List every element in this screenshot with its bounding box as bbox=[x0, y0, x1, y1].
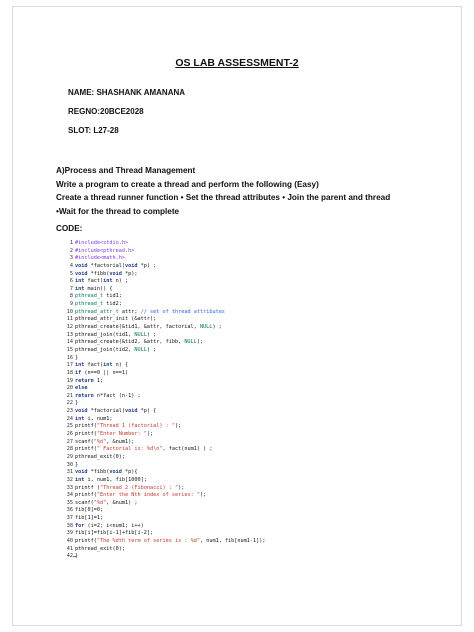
code-line bbox=[63, 324, 423, 332]
code-text: return n*fact (n-1) ; bbox=[75, 392, 141, 399]
code-line bbox=[63, 446, 423, 454]
line-number: 39 bbox=[66, 530, 73, 537]
code-text: else bbox=[75, 385, 88, 392]
code-text: printf("Enter the Nth index of series: "); bbox=[75, 492, 207, 499]
code-text: printf("Enter Number: "); bbox=[75, 431, 154, 438]
line-number: 5 bbox=[69, 270, 73, 277]
code-text: for (i=2; i<num1; i++) bbox=[75, 522, 144, 529]
code-text: pthread_attr_t attr; // set of thread attributes bbox=[75, 308, 225, 315]
line-number: 8 bbox=[69, 293, 73, 300]
code-line bbox=[63, 385, 423, 393]
code-text: int fact(int n) { bbox=[75, 362, 129, 369]
line-number: 25 bbox=[66, 423, 73, 430]
line-number: 20 bbox=[66, 385, 73, 392]
code-line bbox=[63, 355, 423, 363]
line-number: 12 bbox=[66, 324, 73, 331]
line-number: 15 bbox=[66, 346, 73, 353]
code-text: scanf("%d", &num1) ; bbox=[75, 499, 138, 506]
line-number: 17 bbox=[66, 362, 73, 369]
code-text: } bbox=[75, 400, 79, 407]
slot-info: SLOT: L27-28 bbox=[68, 126, 119, 135]
code-text: fib[i]=fib[i-1]+fib[i-2]; bbox=[75, 530, 154, 537]
line-number: 1 bbox=[69, 240, 73, 246]
line-number: 30 bbox=[66, 461, 73, 468]
code-line bbox=[63, 240, 423, 248]
code-text: } bbox=[75, 354, 79, 361]
code-line bbox=[63, 271, 423, 279]
code-line bbox=[63, 523, 423, 531]
code-line bbox=[63, 423, 423, 431]
code-line bbox=[63, 309, 423, 317]
student-name: NAME: SHASHANK AMANANA bbox=[68, 88, 186, 97]
document-page bbox=[12, 6, 462, 626]
code-line bbox=[63, 416, 423, 424]
task-section bbox=[56, 164, 451, 218]
code-line bbox=[63, 370, 423, 378]
line-number: 28 bbox=[66, 446, 73, 453]
task-line-3: •Wait for the thread to complete bbox=[56, 206, 180, 216]
line-number: 31 bbox=[66, 469, 73, 476]
code-line bbox=[63, 393, 423, 401]
line-number: 33 bbox=[66, 484, 73, 491]
code-text: pthread_t tid1; bbox=[75, 293, 122, 300]
editor-cursor bbox=[73, 556, 77, 560]
line-number: 11 bbox=[66, 316, 73, 323]
code-text: fib[0]=0; bbox=[75, 507, 104, 514]
code-line bbox=[63, 400, 423, 408]
code-line bbox=[63, 530, 423, 538]
line-number: 10 bbox=[66, 308, 73, 315]
line-number: 38 bbox=[66, 522, 73, 529]
line-number: 4 bbox=[69, 262, 73, 269]
code-text: if (n==0 || n==1) bbox=[75, 369, 129, 376]
section-heading: A)Process and Thread Management bbox=[56, 166, 196, 175]
line-number: 40 bbox=[66, 537, 73, 544]
code-line bbox=[63, 278, 423, 286]
code-line bbox=[63, 248, 423, 256]
line-number: 32 bbox=[66, 476, 73, 483]
code-line bbox=[63, 301, 423, 309]
code-text: void *fibb(void *p); bbox=[75, 270, 138, 277]
code-text: } bbox=[75, 461, 79, 468]
code-text: fib[1]=1; bbox=[75, 515, 104, 522]
line-number: 34 bbox=[66, 492, 73, 499]
code-line bbox=[63, 263, 423, 271]
line-number: 3 bbox=[69, 255, 73, 262]
code-text: printf(" Factorial is: %d\n", fact(num1) ) ; bbox=[75, 446, 213, 453]
code-text: pthread_join(tid2, NULL) ; bbox=[75, 346, 157, 353]
code-line bbox=[63, 255, 423, 263]
line-number: 24 bbox=[66, 415, 73, 422]
code-line bbox=[63, 462, 423, 470]
code-text: #include<pthread.h> bbox=[75, 247, 135, 254]
line-number: 23 bbox=[66, 408, 73, 415]
code-text: pthread_create(&tid1, &attr, factorial, NULL) ; bbox=[75, 324, 222, 331]
code-text: void *factorial(void *p) { bbox=[75, 408, 157, 415]
code-text: int main() { bbox=[75, 285, 113, 292]
code-text: pthread_exit(0); bbox=[75, 453, 125, 460]
line-number: 27 bbox=[66, 438, 73, 445]
code-line bbox=[63, 538, 423, 546]
line-number: 7 bbox=[69, 285, 73, 292]
code-line bbox=[63, 431, 423, 439]
line-number: 21 bbox=[66, 392, 73, 399]
code-line bbox=[63, 507, 423, 515]
code-text: } bbox=[75, 553, 79, 560]
line-number: 14 bbox=[66, 339, 73, 346]
code-text: int i, num1; bbox=[75, 415, 113, 422]
line-number: 41 bbox=[66, 545, 73, 552]
code-line bbox=[63, 362, 423, 370]
page-title: OS LAB ASSESSMENT-2 bbox=[175, 57, 299, 69]
code-line bbox=[63, 439, 423, 447]
code-line bbox=[63, 316, 423, 324]
code-line bbox=[63, 454, 423, 462]
line-number: 19 bbox=[66, 377, 73, 384]
code-text: int fact(int n) ; bbox=[75, 278, 129, 285]
code-text: pthread_attr_init (&attr); bbox=[75, 316, 157, 323]
code-line bbox=[63, 293, 423, 301]
code-text: #include<math.h> bbox=[75, 255, 125, 262]
code-block bbox=[63, 240, 423, 561]
code-text: #include<stdio.h> bbox=[75, 240, 129, 246]
code-text: pthread_join(tid1, NULL) ; bbox=[75, 331, 157, 338]
code-line bbox=[63, 408, 423, 416]
code-line bbox=[63, 492, 423, 500]
code-text: printf("Thread 1 (factorial) : "); bbox=[75, 423, 182, 430]
line-number: 18 bbox=[66, 369, 73, 376]
code-text: pthread_t tid2; bbox=[75, 301, 122, 308]
code-line bbox=[63, 286, 423, 294]
code-line bbox=[63, 515, 423, 523]
line-number: 26 bbox=[66, 431, 73, 438]
task-line-2: Create a thread runner function • Set the thread attributes • Join the parent and thread bbox=[56, 193, 391, 202]
code-text: pthread_exit(0); bbox=[75, 545, 125, 552]
code-line bbox=[63, 477, 423, 485]
code-line bbox=[63, 500, 423, 508]
line-number: 6 bbox=[69, 278, 73, 285]
code-text: pthread_create(&tid2, &attr, fibb, NULL); bbox=[75, 339, 204, 346]
code-line bbox=[63, 485, 423, 493]
line-number: 36 bbox=[66, 507, 73, 514]
code-line bbox=[63, 546, 423, 554]
code-text: void *factorial(void *p) ; bbox=[75, 262, 157, 269]
code-line bbox=[63, 469, 423, 477]
code-line bbox=[63, 332, 423, 340]
task-line-1: Write a program to create a thread and perform the following (Easy) bbox=[56, 179, 319, 189]
code-line bbox=[63, 378, 423, 386]
registration-number: REGNO:20BCE2028 bbox=[68, 107, 144, 116]
line-number: 22 bbox=[66, 400, 73, 407]
code-text: return 1; bbox=[75, 377, 104, 384]
code-text: void *fibb(void *p){ bbox=[75, 469, 138, 476]
code-text: printf("The %dth term of series is : %d", num1, fib[num1-1]); bbox=[75, 537, 266, 544]
code-line bbox=[63, 339, 423, 347]
code-label: CODE: bbox=[56, 224, 83, 233]
line-number: 2 bbox=[69, 247, 73, 254]
line-number: 42 bbox=[66, 553, 73, 560]
line-number: 35 bbox=[66, 499, 73, 506]
line-number: 16 bbox=[66, 354, 73, 361]
line-number: 29 bbox=[66, 453, 73, 460]
code-text: scanf("%d", &num1); bbox=[75, 438, 135, 445]
code-text: printf ("Thread 2 (Fibonacci) : "); bbox=[75, 484, 185, 491]
line-number: 9 bbox=[69, 301, 73, 308]
line-number: 13 bbox=[66, 331, 73, 338]
code-line bbox=[63, 553, 423, 561]
line-number: 37 bbox=[66, 515, 73, 522]
code-text: int i, num1, fib[1000]; bbox=[75, 476, 147, 483]
code-line bbox=[63, 347, 423, 355]
